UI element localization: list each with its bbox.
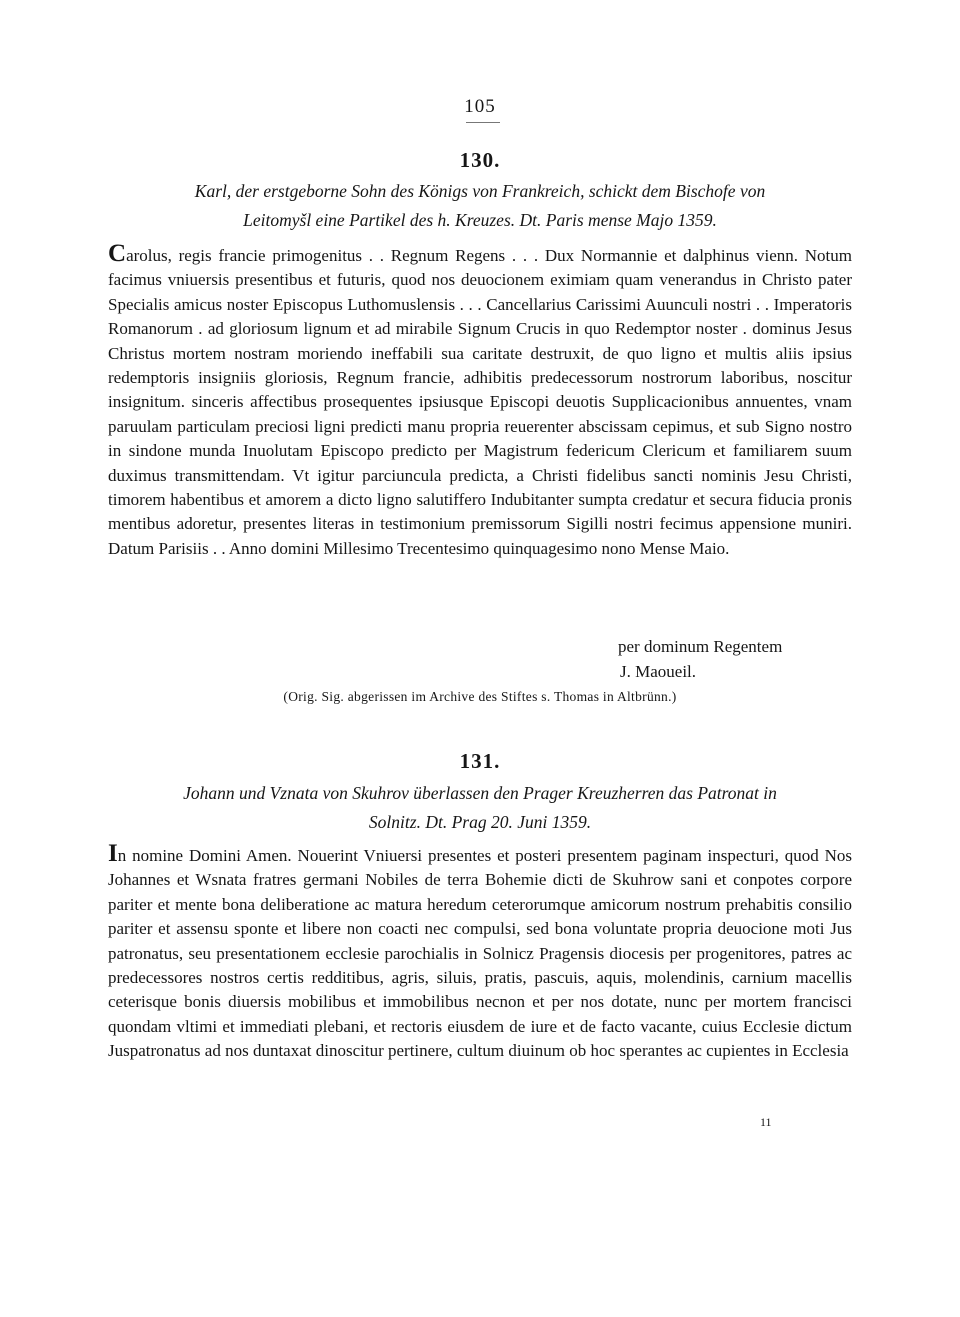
sheet-signature-mark: 11 bbox=[760, 1115, 772, 1129]
document-130-body bbox=[108, 240, 852, 561]
document-130-text: arolus, regis francie primogenitus . . Regnum Regens . . . Dux Normannie et dalphinus vienn. Notum facimus vniuersis presentibus et futuris, quod nos deuocionem eximiam quam venerandus in Christo pater Specialis amicus noster Episcopus Luthomuslensis . . . Cancellarius Carissimi Auunculi nostri . . Imperatoris Romanorum . ad gloriosum lignum et ad mirabile Signum Crucis in quo Redemptor noster . dominus Jesus Christus mortem nostram moriendo ineffabili sua caritate destruxit, de quo ligno et multis aliis ipsius redemptoris insigniis gloriosis, Regnum francie, adhibitis predecessorum nostrorum laboribus, noscitur insignitum. sinceris affectibus prosequentes ipsiusque Episcopi deuotis Supplicacionibus annuentes, vnam paruulam particulam preciosi ligni predicti manu propria reuerenter abscissam cepimus, et sub Signo nostro in sindone munda Inuolutam Episcopo predicto per Magistrum federicum Clericum et familiarem suum duximus transmittendam. Vt igitur parciuncula predicta, a Christi fidelibus sancti nominis Jesu Christi, timorem habentibus et amorem a dicto ligno salutiffero Indubitanter sumpta credatur et secura fiducia pronis mentibus adoretur, presentes literas in testimonium premissorum Sigilli nostri fecimus appensione muniri. Datum Parisiis . . Anno domini Millesimo Trecentesimo quinquagesimo nono Mense Maio. bbox=[108, 246, 852, 558]
document-131-heading bbox=[108, 779, 852, 837]
document-131-initial: I bbox=[108, 840, 118, 867]
signature-line-1: per dominum Regentem bbox=[618, 637, 783, 656]
document-131-heading-line-1: Johann und Vznata von Skuhrov überlassen den Prager Kreuzherren das Patronat in bbox=[183, 783, 777, 803]
document-130-signature bbox=[618, 634, 858, 684]
document-130-paragraph bbox=[108, 240, 852, 561]
page-number-rule bbox=[466, 122, 500, 123]
document-131-number: 131. bbox=[459, 749, 501, 773]
document-130-number: 130. bbox=[459, 148, 501, 172]
document-130-heading-line-1: Karl, der erstgeborne Sohn des Königs von Frankreich, schickt dem Bischofe von bbox=[194, 181, 766, 201]
document-131-heading-line-2: Solnitz. Dt. Prag 20. Juni 1359. bbox=[368, 812, 592, 832]
document-130-heading-line-2: Leitomyšl eine Partikel des h. Kreuzes. Dt. Paris mense Majo 1359. bbox=[243, 210, 717, 230]
document-130-source-note: (Orig. Sig. abgerissen im Archive des Stiftes s. Thomas in Altbrünn.) bbox=[283, 689, 677, 704]
document-130-initial: C bbox=[108, 240, 127, 267]
document-131-body bbox=[108, 840, 852, 1064]
document-131-paragraph bbox=[108, 840, 852, 1064]
page-number: 105 bbox=[464, 96, 496, 117]
document-131-text: n nomine Domini Amen. Nouerint Vniuersi presentes et posteri presentem paginam inspecturi, quod Nos Johannes et Wsnata fratres germani Nobiles de terra Bohemie dicti de Skuhrow sani et conpotes corpore pariter et mente bona deliberatione ac matura heredum ceterorumque amicorum nostrum prehabitis consilio pariter et assensu sponte et libere non coacti nec compulsi, sed bona voluntate propria deuocione moti Jus patronatus, seu presentationem ecclesie parochialis in Solnicz Pragensis diocesis per progenitores, patres ac predecessores nostros certis redditibus, agris, siluis, pratis, pascuis, aquis, molendinis, carnium macellis ceterisque bonis diuersis mobilibus et immobilibus necnon et per nos dotate, nunc per mortem francisci quondam vltimi et immediati plebani, et rectoris eiusdem de iure et de facto vacante, cuius Ecclesie dictum Juspatronatus ad nos duntaxat dinoscitur pertinere, cultum diuinum ob hoc sperantes ac cupientes in Ecclesia bbox=[108, 846, 852, 1061]
document-130-heading bbox=[108, 177, 852, 235]
signature-line-2: J. Maoueil. bbox=[620, 662, 697, 681]
